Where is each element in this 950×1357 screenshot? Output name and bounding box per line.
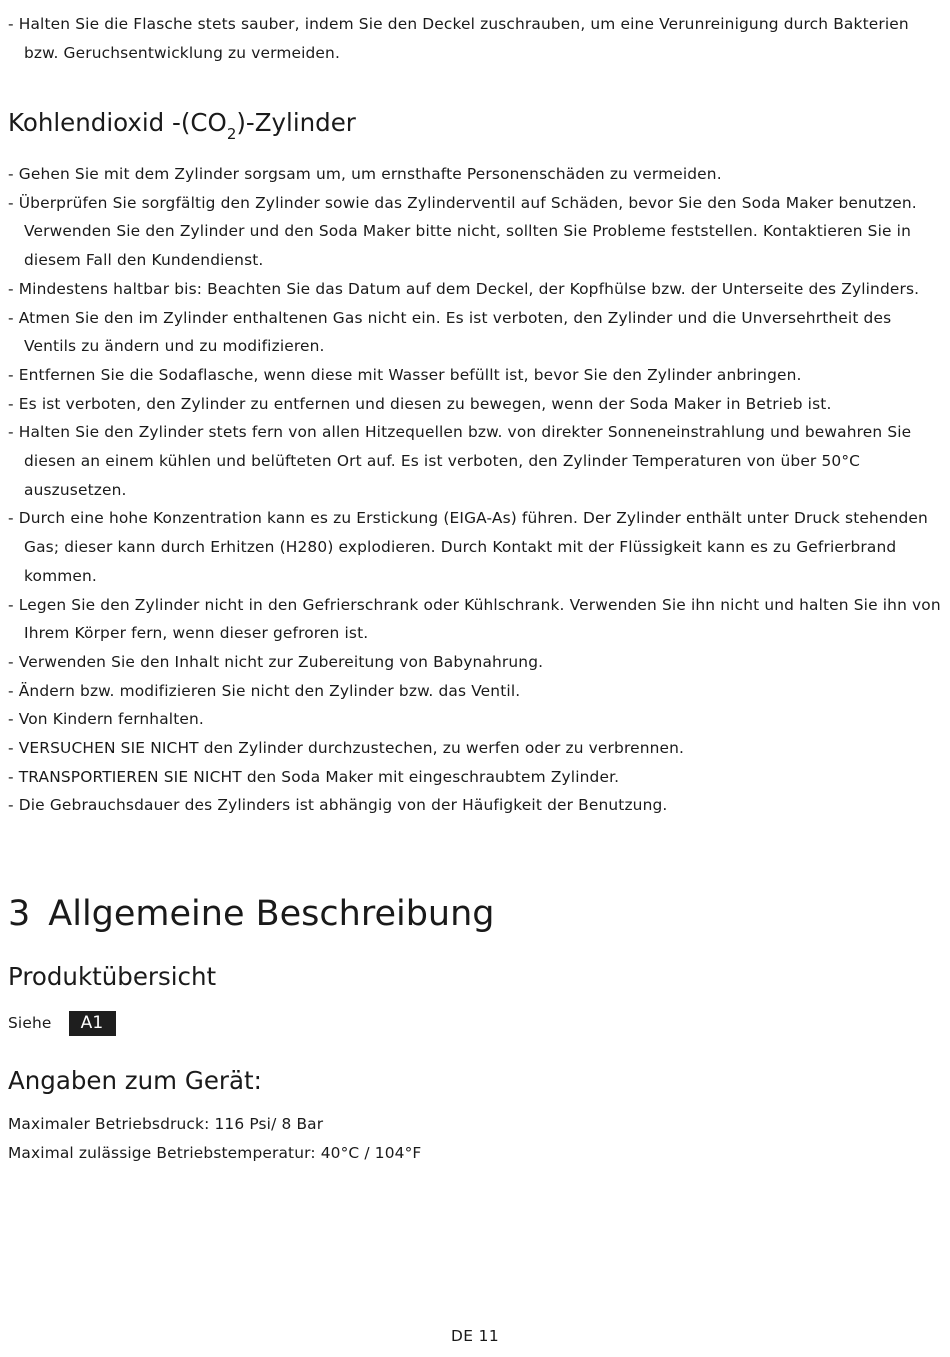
- product-overview-heading: Produktübersicht: [8, 962, 217, 991]
- list-item: - Halten Sie den Zylinder stets fern von allen Hitzequellen bzw. von direkter Sonneneinstrahlung und bewahren Sie diesen an einem kühlen und belüfteten Ort auf. Es ist verboten, den Zylinder Temperaturen von über 50°C auszusetzen.: [8, 423, 912, 499]
- list-item: - Mindestens haltbar bis: Beachten Sie das Datum auf dem Deckel, der Kopfhülse bzw. der Unterseite des Zylinders.: [8, 279, 920, 298]
- list-item: - VERSUCHEN SIE NICHT den Zylinder durchzustechen, zu werfen oder zu verbrennen.: [8, 739, 685, 758]
- see-label: Siehe: [8, 1014, 52, 1032]
- max-temperature-spec: Maximal zulässige Betriebstemperatur: 40°C / 104°F: [8, 1144, 422, 1162]
- list-item: - Ändern bzw. modifizieren Sie nicht den Zylinder bzw. das Ventil.: [8, 681, 521, 700]
- list-item: - Entfernen Sie die Sodaflasche, wenn diese mit Wasser befüllt ist, bevor Sie den Zylinder anbringen.: [8, 365, 802, 384]
- list-item: - TRANSPORTIEREN SIE NICHT den Soda Maker mit eingeschraubtem Zylinder.: [8, 767, 620, 786]
- co2-cylinder-heading: [8, 108, 356, 143]
- list-item: - Überprüfen Sie sorgfältig den Zylinder sowie das Zylinderventil auf Schäden, bevor Sie den Soda Maker benutzen. Verwenden Sie den Zylinder und den Soda Maker bitte nicht, sollten Sie Probleme feststellen. Kontaktieren Sie in diesem Fall den Kundendienst.: [8, 193, 917, 270]
- intro-bullet-list: [8, 10, 948, 67]
- see-figure-line: [8, 1010, 116, 1036]
- list-item: - Verwenden Sie den Inhalt nicht zur Zubereitung von Babynahrung.: [8, 652, 544, 671]
- list-item: - Es ist verboten, den Zylinder zu entfernen und diesen zu bewegen, wenn der Soda Maker in Betrieb ist.: [8, 394, 832, 413]
- page-number: DE 11: [450, 1327, 500, 1345]
- co2-bullet-list: [8, 160, 948, 820]
- figure-reference-badge: A1: [69, 1011, 116, 1036]
- list-item: - Halten Sie die Flasche stets sauber, indem Sie den Deckel zuschrauben, um eine Verunreinigung durch Bakterien bzw. Geruchsentwicklung zu vermeiden.: [8, 15, 909, 62]
- max-pressure-spec: Maximaler Betriebsdruck: 116 Psi/ 8 Bar: [8, 1115, 324, 1133]
- list-item: - Atmen Sie den im Zylinder enthaltenen Gas nicht ein. Es ist verboten, den Zylinder und die Unversehrtheit des Ventils zu ändern und zu modifizieren.: [8, 308, 892, 356]
- list-item: - Durch eine hohe Konzentration kann es zu Erstickung (EIGA-As) führen. Der Zylinder enthält unter Druck stehenden Gas; dieser kann durch Erhitzen (H280) explodieren. Durch Kontakt mit der Flüssigkeit kann es zu Gefrierbrand kommen.: [8, 509, 928, 585]
- list-item: - Legen Sie den Zylinder nicht in den Gefrierschrank oder Kühlschrank. Verwenden Sie ihn nicht und halten Sie ihn von Ihrem Körper fern, wenn dieser gefroren ist.: [8, 595, 941, 643]
- list-item: - Von Kindern fernhalten.: [8, 710, 204, 729]
- chapter-heading: [8, 894, 495, 934]
- chapter-number: 3: [8, 894, 31, 934]
- list-item: - Die Gebrauchsdauer des Zylinders ist abhängig von der Häufigkeit der Benutzung.: [8, 796, 668, 815]
- co2-heading-part-1: Kohlendioxid -(CO: [8, 108, 227, 137]
- device-specs-heading: Angaben zum Gerät:: [8, 1066, 262, 1095]
- chapter-title: Allgemeine Beschreibung: [48, 894, 495, 934]
- co2-heading-part-2: )-Zylinder: [236, 108, 356, 137]
- list-item: - Gehen Sie mit dem Zylinder sorgsam um, um ernsthafte Personenschäden zu vermeiden.: [8, 165, 722, 183]
- co2-heading-subscript: 2: [226, 125, 237, 143]
